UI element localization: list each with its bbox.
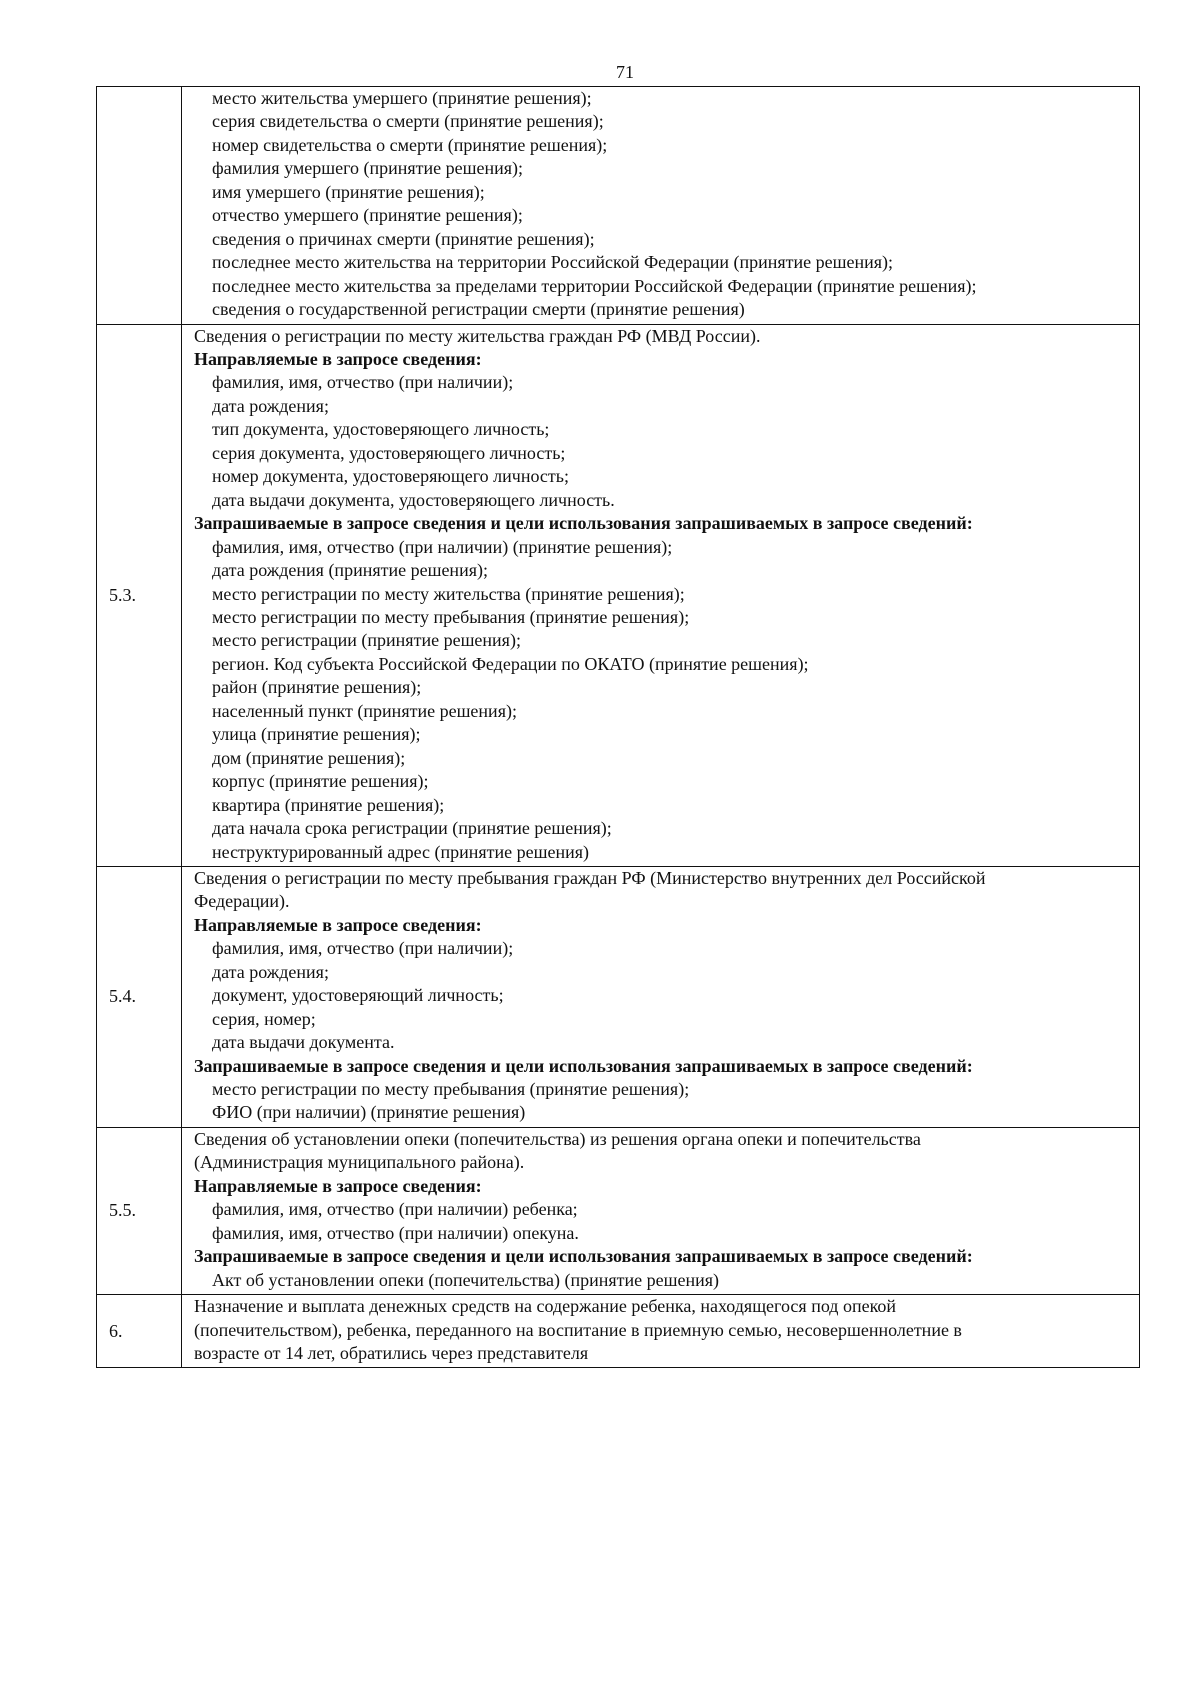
content-line: место регистрации (принятие решения); — [212, 630, 521, 651]
content-line: дата начала срока регистрации (принятие решения); — [212, 818, 612, 839]
table-row — [97, 866, 1140, 1127]
content-line: фамилия умершего (принятие решения); — [212, 158, 524, 179]
content-line: фамилия, имя, отчество (при наличии) опекуна. — [212, 1222, 579, 1243]
section-heading: Запрашиваемые в запросе сведения и цели использования запрашиваемых в запросе сведений: — [194, 1246, 973, 1267]
content-line: последнее место жительства за пределами территории Российской Федерации (принятие решения); — [212, 275, 977, 296]
content-line: неструктурированный адрес (принятие решения) — [212, 841, 590, 862]
table-row — [97, 324, 1140, 866]
content-line: ФИО (при наличии) (принятие решения) — [212, 1102, 526, 1123]
content-line: место регистрации по месту жительства (принятие решения); — [212, 583, 685, 604]
content-line: фамилия, имя, отчество (при наличии) ребенка; — [212, 1199, 578, 1220]
content-line: Акт об установлении опеки (попечительства) (принятие решения) — [212, 1269, 720, 1290]
table-row — [97, 1127, 1140, 1294]
row-number: 5.3. — [97, 324, 182, 866]
row-number: 5.5. — [97, 1127, 182, 1294]
content-line: регион. Код субъекта Российской Федерации по ОКАТО (принятие решения); — [212, 653, 809, 674]
content-line: отчество умершего (принятие решения); — [212, 205, 523, 226]
content-line: улица (принятие решения); — [212, 724, 421, 745]
document-table — [96, 86, 1140, 1368]
page-number: 71 — [616, 62, 634, 82]
section-heading: Направляемые в запросе сведения: — [194, 348, 482, 369]
content-line: серия, номер; — [212, 1008, 316, 1029]
content-line: номер свидетельства о смерти (принятие решения); — [212, 134, 608, 155]
content-line: дата выдачи документа, удостоверяющего личность. — [212, 489, 615, 510]
section-heading: Направляемые в запросе сведения: — [194, 1175, 482, 1196]
content-line: Федерации). — [194, 891, 290, 912]
content-line: дата рождения; — [212, 961, 329, 982]
content-line: место регистрации по месту пребывания (принятие решения); — [212, 1079, 690, 1100]
section-heading: Запрашиваемые в запросе сведения и цели использования запрашиваемых в запросе сведений: — [194, 513, 973, 534]
content-line: место жительства умершего (принятие решения); — [212, 88, 592, 108]
content-line: место регистрации по месту пребывания (принятие решения); — [212, 606, 690, 627]
row-number: 5.4. — [97, 866, 182, 1127]
table-row — [97, 1295, 1140, 1368]
row-content — [182, 87, 1140, 325]
content-line: имя умершего (принятие решения); — [212, 181, 485, 202]
content-line: дата рождения; — [212, 395, 329, 416]
content-line: сведения о причинах смерти (принятие решения); — [212, 228, 595, 249]
content-line: фамилия, имя, отчество (при наличии); — [212, 938, 514, 959]
content-line: дата рождения (принятие решения); — [212, 560, 488, 581]
content-line: район (принятие решения); — [212, 677, 422, 698]
row-content — [182, 866, 1140, 1127]
table-body — [97, 87, 1140, 1368]
content-line: серия документа, удостоверяющего личность; — [212, 442, 566, 463]
content-line: тип документа, удостоверяющего личность; — [212, 419, 550, 440]
content-line: корпус (принятие решения); — [212, 771, 429, 792]
row-content — [182, 324, 1140, 866]
content-line: дом (принятие решения); — [212, 747, 406, 768]
row-content — [182, 1295, 1140, 1368]
content-line: фамилия, имя, отчество (при наличии); — [212, 372, 514, 393]
row-number: 6. — [97, 1295, 182, 1368]
content-line: номер документа, удостоверяющего личность; — [212, 466, 569, 487]
content-line: последнее место жительства на территории Российской Федерации (принятие решения); — [212, 252, 894, 273]
content-line: Сведения о регистрации по месту жительства граждан РФ (МВД России). — [194, 325, 761, 346]
content-line: (Администрация муниципального района). — [194, 1152, 525, 1173]
content-line: документ, удостоверяющий личность; — [212, 985, 504, 1006]
content-line: (попечительством), ребенка, переданного на воспитание в приемную семью, несовершеннолетние в — [194, 1319, 962, 1340]
content-line: Сведения об установлении опеки (попечительства) из решения органа опеки и попечительства — [194, 1128, 921, 1149]
table-row — [97, 87, 1140, 325]
row-content — [182, 1127, 1140, 1294]
content-line: Назначение и выплата денежных средств на содержание ребенка, находящегося под опекой — [194, 1296, 897, 1317]
content-line: Сведения о регистрации по месту пребывания граждан РФ (Министерство внутренних дел Российской — [194, 867, 986, 888]
content-line: фамилия, имя, отчество (при наличии) (принятие решения); — [212, 536, 673, 557]
section-heading: Направляемые в запросе сведения: — [194, 914, 482, 935]
content-line: дата выдачи документа. — [212, 1032, 395, 1053]
content-line: возрасте от 14 лет, обратились через представителя — [194, 1343, 589, 1364]
section-heading: Запрашиваемые в запросе сведения и цели использования запрашиваемых в запросе сведений: — [194, 1055, 973, 1076]
content-line: квартира (принятие решения); — [212, 794, 445, 815]
content-line: серия свидетельства о смерти (принятие решения); — [212, 111, 604, 132]
row-number — [97, 87, 182, 325]
content-line: населенный пункт (принятие решения); — [212, 700, 517, 721]
content-line: сведения о государственной регистрации смерти (принятие решения) — [212, 299, 745, 320]
